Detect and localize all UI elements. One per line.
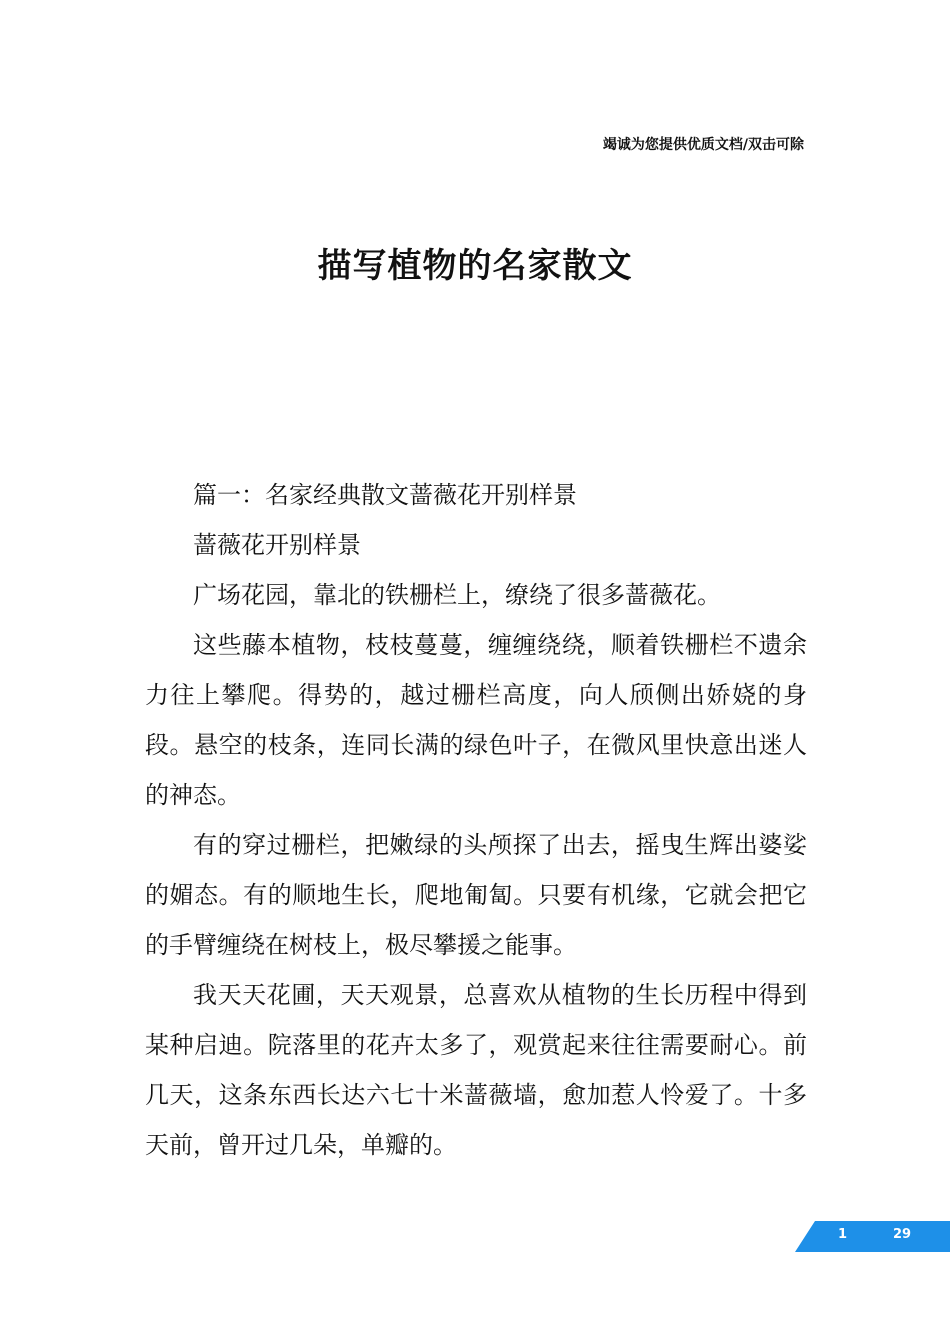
body-paragraph: 广场花园，靠北的铁栅栏上，缭绕了很多蔷薇花。 xyxy=(193,581,721,609)
page-total: 29 xyxy=(893,1227,912,1242)
footer-band-shape xyxy=(795,1221,950,1252)
body-paragraph: 有的穿过栅栏，把嫩绿的头颅探了出去，摇曳生辉出婆娑的媚态。有的顺地生长，爬地匍匐。只要有机缘，它就会把它的手臂缠绕在树枝上，极尽攀援之能事。 xyxy=(145,831,807,959)
body-paragraph: 蔷薇花开别样景 xyxy=(193,531,361,559)
page-footer-band xyxy=(795,1221,950,1252)
header-note: 竭诚为您提供优质文档/双击可除 xyxy=(602,137,804,153)
body-paragraph: 这些藤本植物，枝枝蔓蔓，缠缠绕绕，顺着铁栅栏不遗余力往上攀爬。得势的，越过栅栏高度，向人颀侧出娇娆的身段。悬空的枝条，连同长满的绿色叶子，在微风里快意出迷人的神态。 xyxy=(145,631,807,809)
body-paragraph: 我天天花圃，天天观景，总喜欢从植物的生长历程中得到某种启迪。院落里的花卉太多了，观赏起来往往需要耐心。前几天，这条东西长达六七十米蔷薇墙，愈加惹人怜爱了。十多天前，曾开过几朵，单瓣的。 xyxy=(145,981,807,1159)
document-body xyxy=(145,470,807,1170)
page-number: 1 xyxy=(838,1227,848,1242)
document-title: 描写植物的名家散文 xyxy=(317,246,633,286)
body-paragraph: 篇一：名家经典散文蔷薇花开别样景 xyxy=(193,481,577,509)
